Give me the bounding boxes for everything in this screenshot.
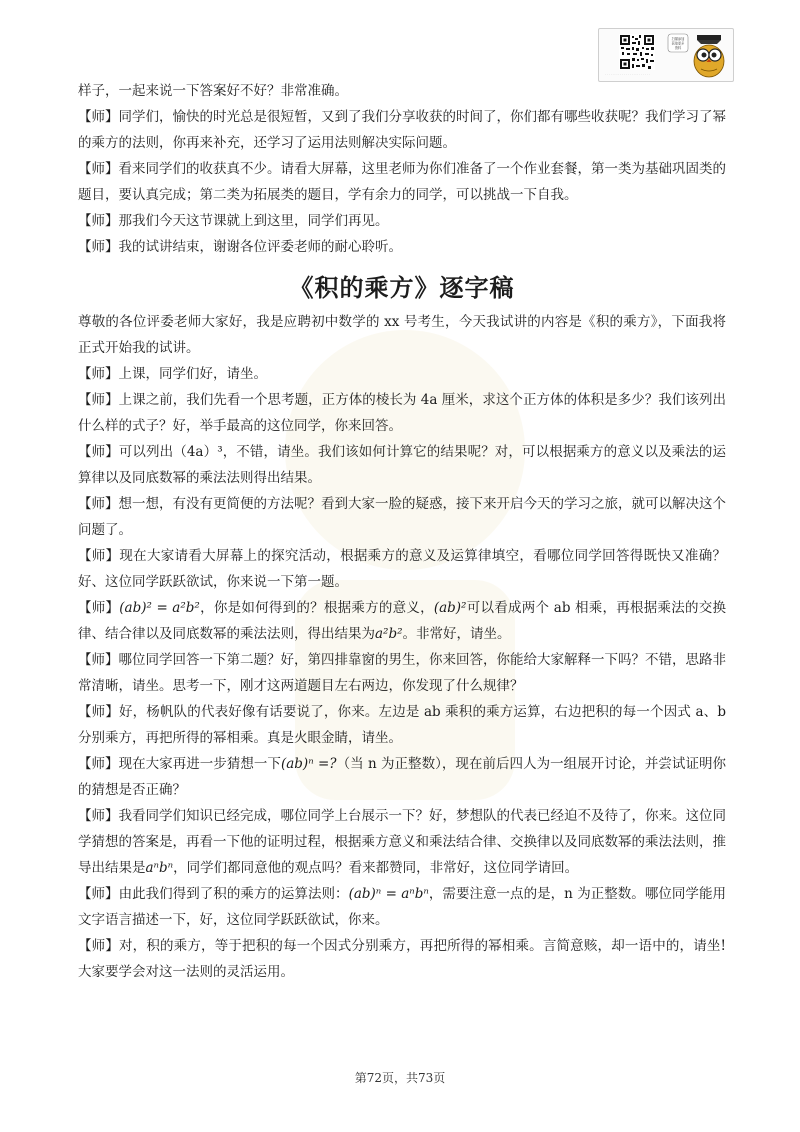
paragraph: 【师】我的试讲结束，谢谢各位评委老师的耐心聆听。	[78, 239, 402, 255]
paragraph: 【师】哪位同学回答一下第二题？好，第四排靠窗的男生，你来回答，你能给大家解释一下吗？不错，思路非常清晰，请坐。思考一下，刚才这两道题目左右两边，你发现了什么规律？	[78, 652, 726, 694]
text-run: 【师】由此我们得到了积的乘方的运算法则：	[78, 886, 349, 902]
text-run: ，你是如何得到的？根据乘方的意义，	[199, 600, 434, 616]
qr-code-icon	[619, 34, 655, 70]
bubble-line-2: 获取更多	[671, 41, 685, 46]
text-run: ，同学们都同意他的观点吗？看来都赞同，非常好，这位同学请回。	[173, 860, 579, 876]
paragraph: 【师】上课，同学们好，请坐。	[78, 366, 267, 382]
header-qr-badge	[598, 28, 734, 82]
formula: a²b²	[375, 626, 403, 642]
paragraph: 尊敬的各位评委老师大家好，我是应聘初中数学的 xx 号考生，今天我试讲的内容是《积的乘方》，下面我将正式开始我的试讲。	[78, 314, 726, 356]
paragraph: 【师】那我们今天这节课就上到这里，同学们再见。	[78, 213, 389, 229]
document-body	[78, 78, 726, 985]
bubble-line-3: 资料	[674, 46, 682, 50]
paragraph: 【师】想一想，有没有更简便的方法呢？看到大家一脸的疑惑，接下来开启今天的学习之旅，就可以解决这个问题了。	[78, 496, 726, 538]
paragraph: 样子，一起来说一下答案好不好？非常准确。	[78, 83, 348, 99]
paragraph: 【师】同学们，愉快的时光总是很短暂，又到了我们分享收获的时间了，你们都有哪些收获呢？我们学习了幂的乘方的法则，你再来补充，还学习了运用法则解决实际问题。	[78, 109, 726, 151]
speaker-tag: 【师】	[78, 600, 120, 616]
paragraph-with-formula	[78, 595, 726, 647]
bubble-line-1: 扫描添加	[671, 37, 685, 41]
paragraph: 【师】好，杨帆队的代表好像有话要说了，你来。左边是 ab 乘积的乘方运算，右边把积的每一个因式 a、b 分别乘方，再把所得的幂相乘。真是火眼金睛，请坐。	[78, 704, 726, 746]
text-run: 【师】我看同学们知识已经完成，哪位同学上台展示一下？好，梦想队的代表已经迫不及待了，你来。这位同学猜想的答案是，再看一下他的证明过程，根据乘方意义和乘法结合律、交换律以及同底数幂的乘法法则，推导出结果是	[78, 808, 726, 876]
paragraph: 【师】看来同学们的收获真不少。请看大屏幕，这里老师为你们准备了一个作业套餐，第一类为基础巩固类的题目，要认真完成；第二类为拓展类的题目，学有余力的同学，可以挑战一下自我。	[78, 161, 726, 203]
formula: (ab)ⁿ =?	[280, 756, 337, 772]
paragraph: 【师】现在大家请看大屏幕上的探究活动，根据乘方的意义及运算律填空，看哪位同学回答得既快又准确？好、这位同学跃跃欲试，你来说一下第一题。	[78, 548, 726, 590]
text-run: 。非常好，请坐。	[402, 626, 511, 642]
paragraph-with-formula	[78, 751, 726, 803]
paragraph-with-formula	[78, 881, 726, 933]
text-run: 【师】现在大家再进一步猜想一下	[78, 756, 281, 772]
formula: (ab)²	[433, 600, 467, 616]
text-run: （当 n 为正整数），现在前后四人为一组展开讨论，并尝试证明你的猜想是否正确？	[78, 756, 727, 798]
owl-mascot-icon	[667, 31, 729, 79]
paragraph: 【师】对，积的乘方，等于把积的每一个因式分别乘方，再把所得的幂相乘。言简意赅，却一语中的，请坐!大家要学会对这一法则的灵活运用。	[78, 938, 726, 980]
paragraph: 【师】可以列出（4a）³，不错，请坐。我们该如何计算它的结果呢？对，可以根据乘方的意义以及乘法的运算律以及同底数幂的乘法法则得出结果。	[78, 444, 726, 486]
formula: (ab)ⁿ = aⁿbⁿ	[348, 886, 429, 902]
text-run: ，需要注意一点的是，n 为正整数。哪位同学能用文字语言描述一下，好，这位同学跃跃欲试，你来。	[78, 886, 726, 928]
document-title: 《积的乘方》逐字稿	[289, 273, 515, 302]
formula: aⁿbⁿ	[145, 860, 174, 876]
formula: (ab)² = a²b²	[119, 600, 200, 616]
text-run: 可以看成两个 ab 相乘，再根据乘法的交换律、结合律以及同底数幂的乘法法则，得出结果为	[78, 600, 727, 642]
page-footer: 第72页，共73页	[354, 1071, 446, 1085]
paragraph: 【师】上课之前，我们先看一个思考题，正方体的棱长为 4a 厘米，求这个正方体的体积是多少？我们该列出什么样的式子？好，举手最高的这位同学，你来回答。	[78, 392, 726, 434]
badge-caption: · · · · · · · · · · · · · · · · · · · · · · · ·	[605, 72, 650, 76]
paragraph-with-formula	[78, 803, 726, 881]
